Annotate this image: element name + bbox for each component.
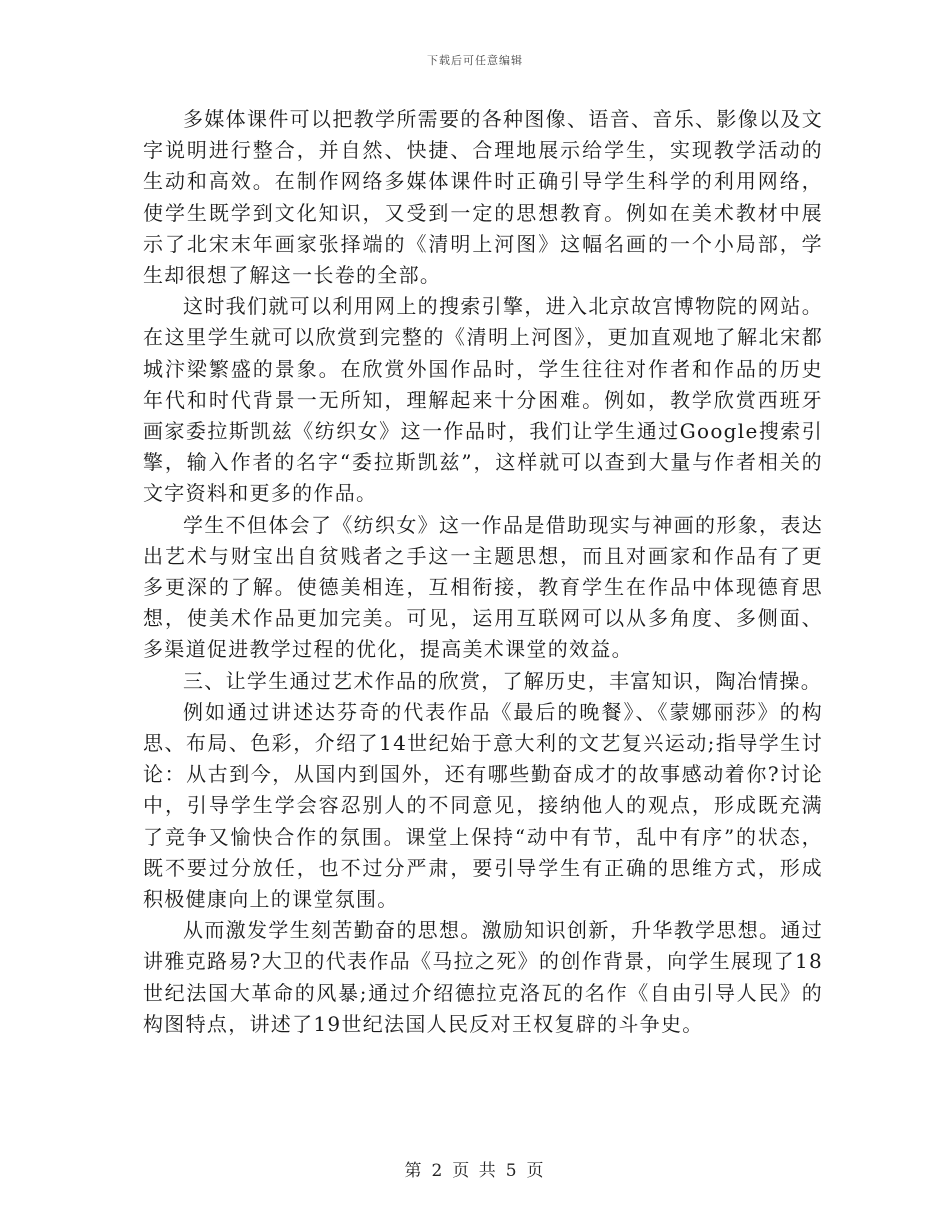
page-header: 下载后可任意编辑 (427, 54, 523, 67)
footer-total-pages: 5 (505, 1161, 519, 1181)
footer-page-number: 2 (431, 1161, 445, 1181)
paragraph-1: 多媒体课件可以把教学所需要的各种图像、语音、音乐、影像以及文字说明进行整合，并自然、快捷、合理地展示给学生，实现教学活动的生动和高效。在制作网络多媒体课件时正确引导学生科学的利用网络，使学生既学到文化知识，又受到一定的思想教育。例如在美术教材中展示了北宋末年画家张择端的《清明上河图》这幅名画的一个小局部，学生却很想了解这一长卷的全部。 (143, 107, 823, 288)
paragraph-4: 例如通过讲述达芬奇的代表作品《最后的晚餐》、《蒙娜丽莎》的构思、布局、色彩，介绍了14世纪始于意大利的文艺复兴运动;指导学生讨论：从古到今，从国内到国外，还有哪些勤奋成才的故事感动着你?讨论中，引导学生学会容忍别人的不同意见，接纳他人的观点，形成既充满了竞争又愉快合作的氛围。课堂上保持“动中有节，乱中有序”的状态，既不要过分放任，也不过分严肃，要引导学生有正确的思维方式，形成积极健康向上的课堂氛围。 (143, 699, 823, 912)
paragraph-5: 从而激发学生刻苦勤奋的思想。激励知识创新，升华教学思想。通过讲雅克路易?大卫的代表作品《马拉之死》的创作背景，向学生展现了18世纪法国大革命的风暴;通过介绍德拉克洛瓦的名作《自由引导人民》的构图特点，讲述了19世纪法国人民反对王权复辟的斗争史。 (143, 918, 823, 1036)
footer-suffix: 页 (526, 1161, 546, 1181)
footer-prefix: 第 (404, 1161, 424, 1181)
page-footer (0, 1156, 950, 1181)
section-heading-3: 三、让学生通过艺术作品的欣赏，了解历史，丰富知识，陶冶情操。 (183, 668, 822, 693)
paragraph-2: 这时我们就可以利用网上的搜索引擎，进入北京故宫博物院的网站。在这里学生就可以欣赏到完整的《清明上河图》，更加直观地了解北宋都城汴梁繁盛的景象。在欣赏外国作品时，学生往往对作者和作品的历史年代和时代背景一无所知，理解起来十分困难。例如，教学欣赏西班牙画家委拉斯凯兹《纺织女》这一作品时，我们让学生通过Google搜索引擎，输入作者的名字“委拉斯凯兹”，这样就可以查到大量与作者相关的文字资料和更多的作品。 (143, 294, 823, 506)
paragraph-3: 学生不但体会了《纺织女》这一作品是借助现实与神画的形象，表达出艺术与财宝出自贫贱者之手这一主题思想，而且对画家和作品有了更多更深的了解。使德美相连，互相衔接，教育学生在作品中体现德育思想，使美术作品更加完美。可见，运用互联网可以从多角度、多侧面、多渠道促进教学过程的优化，提高美术课堂的效益。 (143, 512, 823, 662)
footer-middle: 页 共 (452, 1161, 498, 1181)
body-text (143, 104, 823, 1040)
